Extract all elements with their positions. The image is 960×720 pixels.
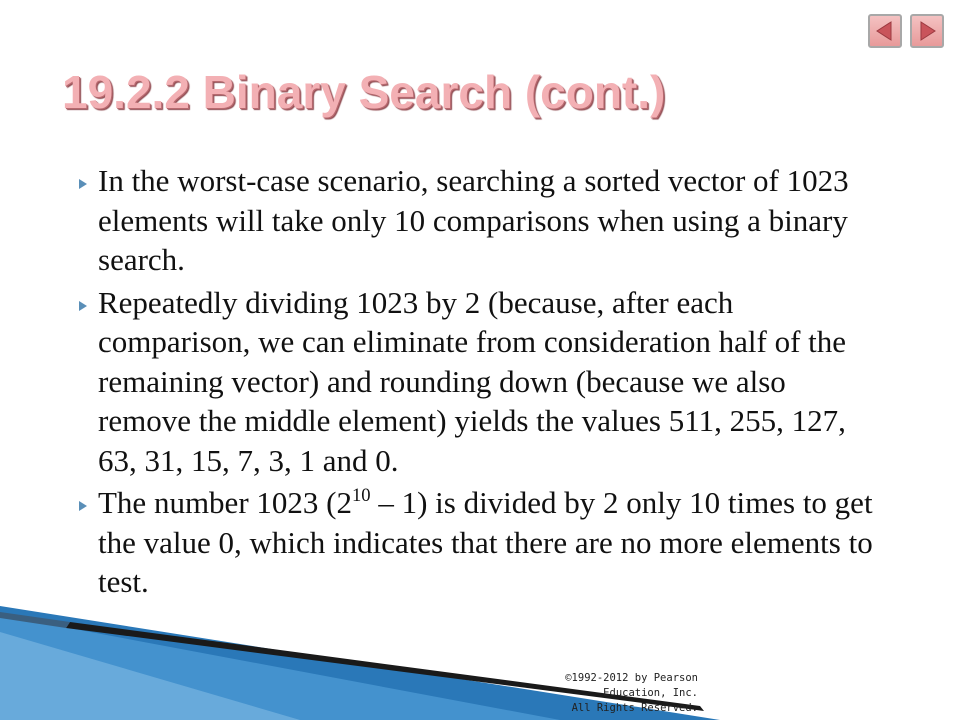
copyright-rights: All Rights Reserved.	[571, 702, 698, 714]
bullet-text: In the worst-case scenario, searching a sorted vector of 1023 elements will take only 10 comparisons when using a binary search.	[98, 163, 849, 277]
slide-title: 19.2.2 Binary Search (cont.)	[62, 66, 666, 118]
copyright-notice	[560, 671, 698, 716]
exponent: 10	[351, 484, 371, 506]
copyright-line: ©1992-2012 by Pearson Education, Inc.	[565, 672, 698, 699]
bullet-text: Repeatedly dividing 1023 by 2 (because, after each comparison, we can eliminate from consideration half of the remaining vector) and rounding down (because we also remove the middle element) yields the values 511, 255, 127, 63, 31, 15, 7, 3, 1 and 0.	[98, 284, 847, 478]
bullet-text-start: The number 1023 (2	[98, 485, 352, 520]
bullet-text-end: – 1) is divided by 2 only 10 times to get the value 0, which indicates that there are no more elements to test.	[98, 485, 873, 599]
